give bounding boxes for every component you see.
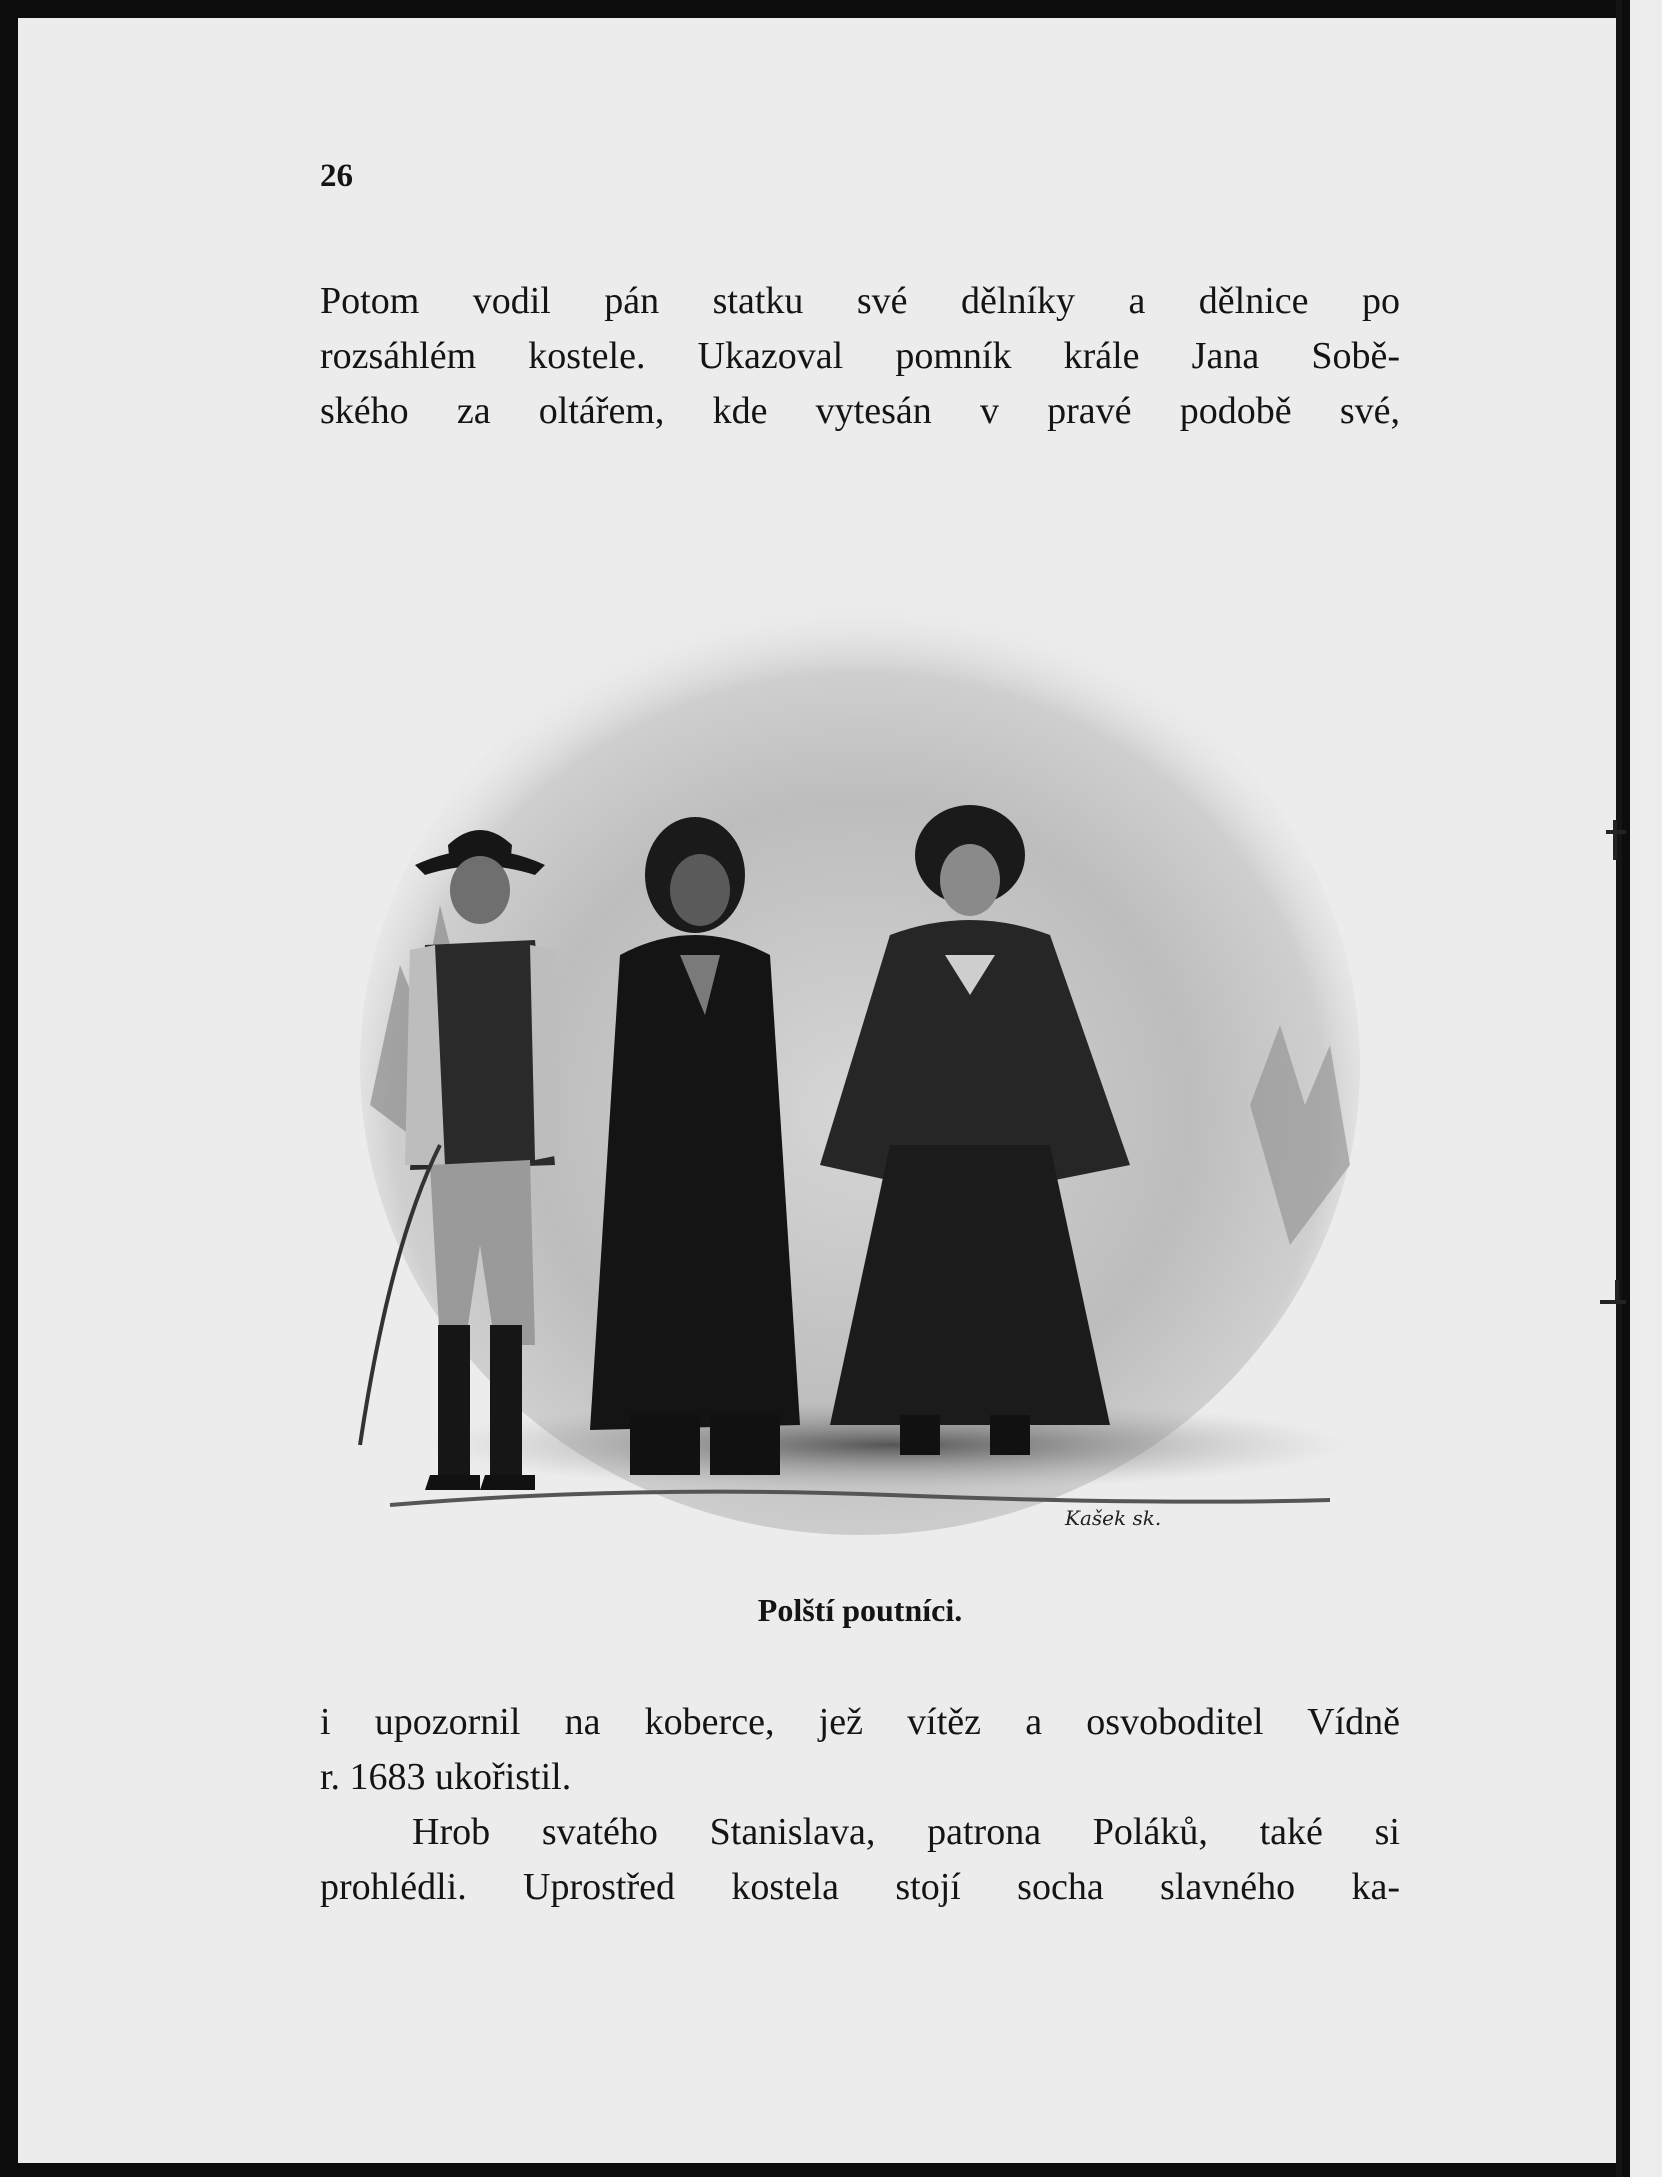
page-edge-shadow xyxy=(1616,0,1622,2177)
next-page-edge xyxy=(1630,0,1662,2177)
text-line: i upozornil na koberce, jež vítěz a osvoboditel Vídně xyxy=(320,1701,1400,1743)
margin-mark xyxy=(1613,820,1617,860)
text-line: Potom vodil pán statku své dělníky a dělnice po xyxy=(320,280,1400,322)
engraver-signature: Kašek sk. xyxy=(1065,1506,1162,1530)
figure-caption: Polští poutníci. xyxy=(757,1592,963,1628)
text-line: prohlédli. Uprostřed kostela stojí socha slavného ka- xyxy=(320,1866,1400,1908)
margin-mark xyxy=(1600,1300,1626,1304)
pilgrims-illustration xyxy=(330,545,1390,1565)
text-line: rozsáhlém kostele. Ukazoval pomník krále Jana Sobě- xyxy=(320,335,1400,377)
text-line: ského za oltářem, kde vytesán v pravé podobě své, xyxy=(320,390,1400,432)
text-line: Hrob svatého Stanislava, patrona Poláků, také si xyxy=(412,1811,1400,1853)
text-line: r. 1683 ukořistil. xyxy=(320,1756,572,1798)
margin-mark xyxy=(1615,1280,1619,1304)
page-number: 26 xyxy=(320,158,353,194)
